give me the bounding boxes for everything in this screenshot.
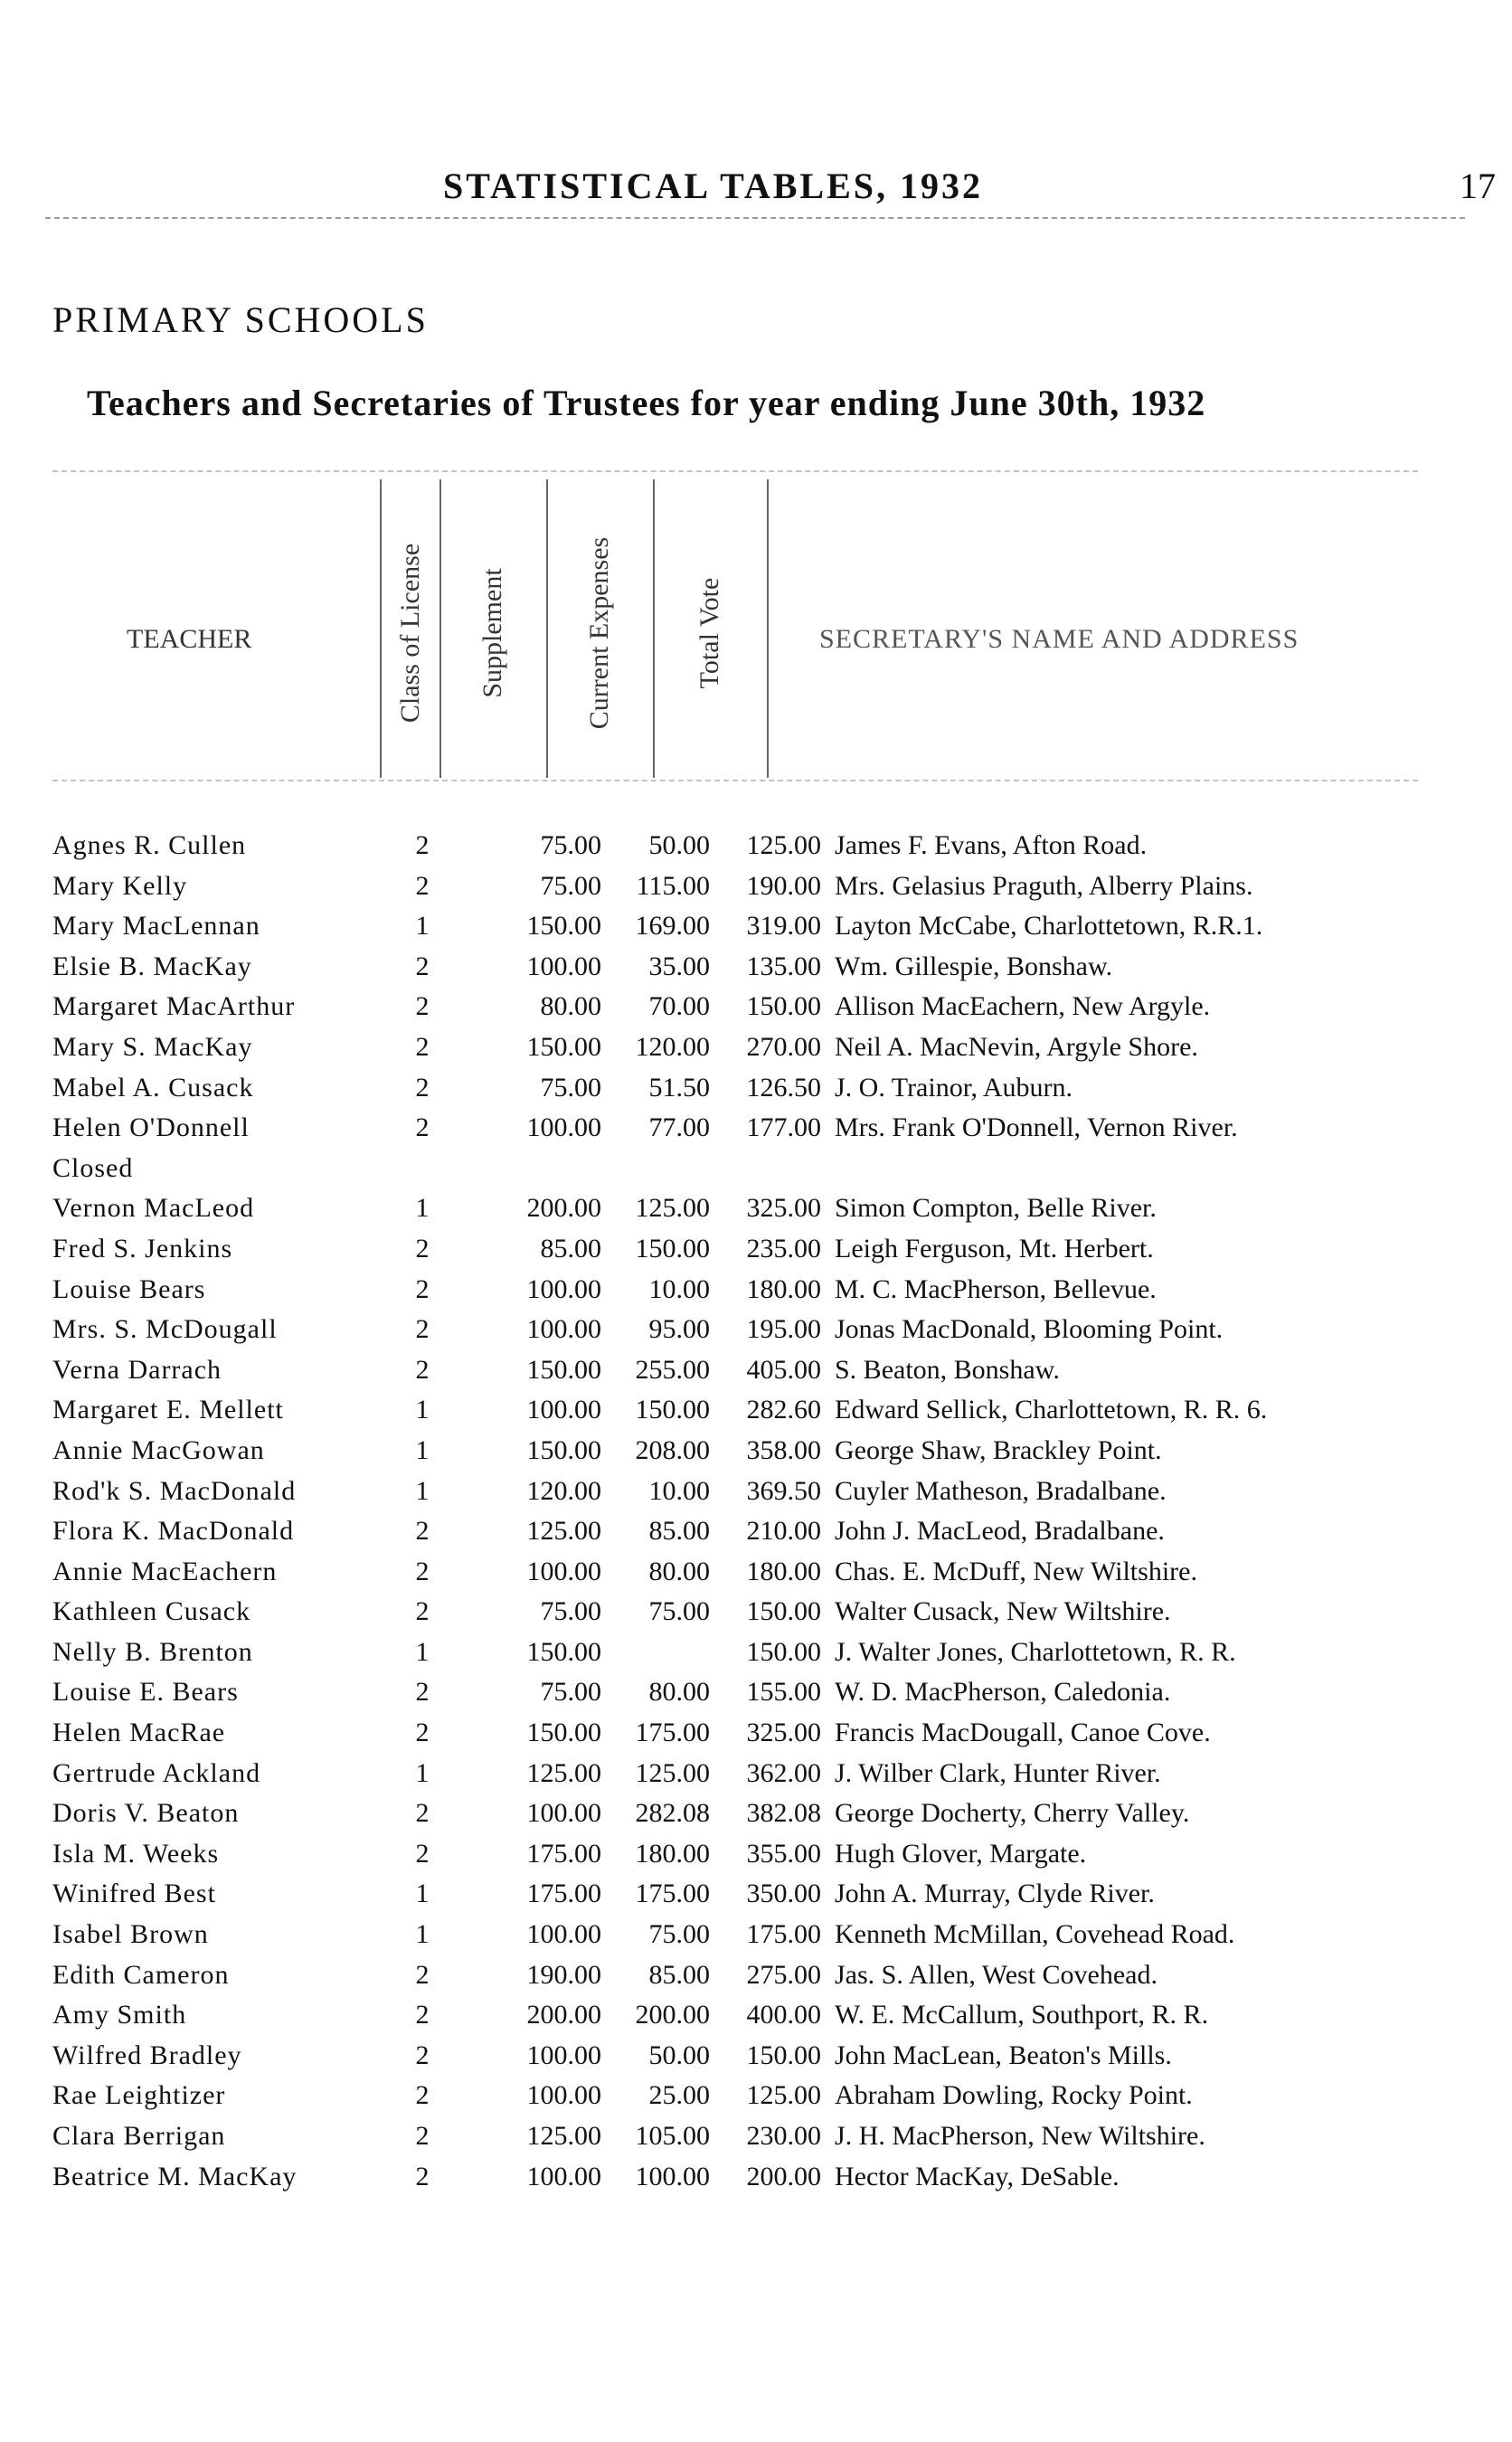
supplement-amount: 75.00 [540, 1596, 601, 1627]
current-expenses-amount: 105.00 [635, 2121, 710, 2151]
page-number: 17 [1460, 166, 1496, 206]
teacher-name: Nelly B. Brenton [52, 1636, 253, 1667]
current-expenses-amount: 282.08 [635, 1798, 710, 1829]
table-row [52, 1758, 1481, 1799]
current-expenses-amount: 255.00 [635, 1354, 710, 1385]
teacher-name: Rae Leightizer [52, 2080, 226, 2111]
total-vote-amount: 155.00 [746, 1677, 821, 1708]
teacher-name: Mrs. S. McDougall [52, 1314, 278, 1345]
current-expenses-amount: 75.00 [648, 1596, 710, 1627]
supplement-amount: 80.00 [540, 991, 601, 1022]
current-expenses-amount: 180.00 [635, 1838, 710, 1869]
teacher-name: Verna Darrach [52, 1354, 222, 1385]
current-expenses-amount: 50.00 [648, 2040, 710, 2070]
table-subtitle: Teachers and Secretaries of Trustees for year ending June 30th, 1932 [87, 383, 1206, 423]
class-of-license: 2 [415, 1677, 430, 1708]
class-of-license: 1 [415, 1757, 430, 1788]
class-of-license: 2 [415, 1959, 430, 1990]
table-row [52, 2121, 1481, 2162]
supplement-amount: 100.00 [526, 2080, 601, 2111]
secretary-name-address: John A. Murray, Clyde River. [835, 1879, 1155, 1909]
total-vote-amount: 180.00 [746, 1556, 821, 1586]
class-of-license: 1 [415, 1193, 430, 1224]
secretary-name-address: Leigh Ferguson, Mt. Herbert. [835, 1233, 1154, 1264]
table-row [52, 1274, 1481, 1315]
total-vote-amount: 358.00 [746, 1434, 821, 1465]
teacher-name: Flora K. MacDonald [52, 1516, 295, 1547]
table-row [52, 1073, 1481, 1113]
table-body [52, 830, 1481, 2201]
current-expenses-amount: 77.00 [648, 1112, 710, 1143]
teacher-name: Mary S. MacKay [52, 1031, 253, 1062]
total-vote-amount: 125.00 [746, 2080, 821, 2111]
total-vote-amount: 126.50 [746, 1072, 821, 1103]
teacher-name: Agnes R. Cullen [52, 830, 247, 860]
table-row [52, 1153, 1481, 1194]
current-expenses-amount: 85.00 [648, 1516, 710, 1547]
supplement-amount: 125.00 [526, 1757, 601, 1788]
section-title: PRIMARY SCHOOLS [52, 299, 429, 340]
column-divider [439, 479, 441, 778]
class-of-license: 1 [415, 1919, 430, 1950]
class-of-license: 2 [415, 1516, 430, 1547]
current-expenses-amount: 25.00 [648, 2080, 710, 2111]
secretary-name-address: Mrs. Frank O'Donnell, Vernon River. [835, 1112, 1238, 1143]
secretary-name-address: Allison MacEachern, New Argyle. [835, 991, 1211, 1022]
supplement-amount: 100.00 [526, 1919, 601, 1950]
class-of-license: 2 [415, 1596, 430, 1627]
table-row [52, 1596, 1481, 1637]
teacher-name: Louise E. Bears [52, 1677, 239, 1708]
current-expenses-amount: 80.00 [648, 1556, 710, 1586]
table-row [52, 911, 1481, 951]
current-expenses-amount: 85.00 [648, 1959, 710, 1990]
supplement-amount: 150.00 [526, 1636, 601, 1667]
teacher-name: Edith Cameron [52, 1959, 230, 1990]
secretary-name-address: J. Wilber Clark, Hunter River. [835, 1757, 1161, 1788]
secretary-name-address: Jas. S. Allen, West Covehead. [835, 1959, 1158, 1990]
supplement-amount: 100.00 [526, 1798, 601, 1829]
total-vote-amount: 350.00 [746, 1879, 821, 1909]
supplement-amount: 150.00 [526, 1031, 601, 1062]
current-expenses-amount: 95.00 [648, 1314, 710, 1345]
current-expenses-amount: 125.00 [635, 1757, 710, 1788]
current-expenses-amount: 125.00 [635, 1193, 710, 1224]
supplement-amount: 85.00 [540, 1233, 601, 1264]
current-expenses-amount: 175.00 [635, 1879, 710, 1909]
teacher-name: Vernon MacLeod [52, 1193, 255, 1224]
teacher-name: Doris V. Beaton [52, 1798, 240, 1829]
class-of-license: 1 [415, 1636, 430, 1667]
secretary-name-address: Abraham Dowling, Rocky Point. [835, 2080, 1193, 2111]
class-of-license: 2 [415, 1072, 430, 1103]
supplement-amount: 150.00 [526, 1718, 601, 1748]
class-of-license: 2 [415, 1838, 430, 1869]
total-vote-amount: 150.00 [746, 991, 821, 1022]
table-header-rule [52, 780, 1418, 781]
column-header-total-vote-text: Total Vote [695, 577, 724, 689]
running-head: STATISTICAL TABLES, 1932 [443, 166, 984, 206]
teacher-name: Mary Kelly [52, 870, 188, 901]
class-of-license: 1 [415, 1879, 430, 1909]
total-vote-amount: 235.00 [746, 1233, 821, 1264]
table-row [52, 1960, 1481, 2001]
secretary-name-address: Simon Compton, Belle River. [835, 1193, 1157, 1224]
total-vote-amount: 135.00 [746, 951, 821, 981]
secretary-name-address: Hugh Glover, Margate. [835, 1838, 1087, 1869]
teacher-name: Gertrude Ackland [52, 1757, 261, 1788]
total-vote-amount: 362.00 [746, 1757, 821, 1788]
supplement-amount: 100.00 [526, 2161, 601, 2191]
class-of-license: 2 [415, 1314, 430, 1345]
current-expenses-amount: 169.00 [635, 911, 710, 942]
table-row [52, 1193, 1481, 1234]
header-rule [45, 217, 1465, 219]
teacher-name: Rod'k S. MacDonald [52, 1475, 297, 1506]
teacher-name: Margaret E. Mellett [52, 1395, 284, 1425]
supplement-amount: 175.00 [526, 1838, 601, 1869]
table-row [52, 1032, 1481, 1073]
total-vote-amount: 195.00 [746, 1314, 821, 1345]
supplement-amount: 75.00 [540, 830, 601, 860]
supplement-amount: 150.00 [526, 911, 601, 942]
teacher-name: Annie MacEachern [52, 1556, 278, 1586]
total-vote-amount: 405.00 [746, 1354, 821, 1385]
secretary-name-address: Kenneth McMillan, Covehead Road. [835, 1919, 1235, 1950]
secretary-name-address: Mrs. Gelasius Praguth, Alberry Plains. [835, 870, 1253, 901]
table-row [52, 1637, 1481, 1678]
total-vote-amount: 325.00 [746, 1193, 821, 1224]
class-of-license: 1 [415, 1475, 430, 1506]
current-expenses-amount: 35.00 [648, 951, 710, 981]
current-expenses-amount: 115.00 [636, 870, 710, 901]
table-row [52, 1395, 1481, 1435]
teacher-name: Closed [52, 1152, 134, 1183]
table-row [52, 1879, 1481, 1919]
supplement-amount: 100.00 [526, 2040, 601, 2070]
table-row [52, 2080, 1481, 2121]
column-header-total-vote [683, 488, 737, 778]
secretary-name-address: M. C. MacPherson, Bellevue. [835, 1273, 1157, 1304]
total-vote-amount: 210.00 [746, 1516, 821, 1547]
class-of-license: 2 [415, 2161, 430, 2191]
teacher-name: Elsie B. MacKay [52, 951, 252, 981]
current-expenses-amount: 208.00 [635, 1434, 710, 1465]
class-of-license: 2 [415, 2000, 430, 2030]
secretary-name-address: J. Walter Jones, Charlottetown, R. R. [835, 1636, 1236, 1667]
total-vote-amount: 190.00 [746, 870, 821, 901]
current-expenses-amount: 175.00 [635, 1718, 710, 1748]
current-expenses-amount: 200.00 [635, 2000, 710, 2030]
column-header-teacher: TEACHER [127, 624, 252, 654]
supplement-amount: 100.00 [526, 1314, 601, 1345]
supplement-amount: 75.00 [540, 870, 601, 901]
supplement-amount: 100.00 [526, 1273, 601, 1304]
secretary-name-address: George Shaw, Brackley Point. [835, 1434, 1162, 1465]
total-vote-amount: 275.00 [746, 1959, 821, 1990]
current-expenses-amount: 10.00 [648, 1273, 710, 1304]
total-vote-amount: 150.00 [746, 1596, 821, 1627]
total-vote-amount: 382.08 [746, 1798, 821, 1829]
teacher-name: Helen O'Donnell [52, 1112, 250, 1143]
table-row [52, 2000, 1481, 2040]
table-row [52, 951, 1481, 992]
total-vote-amount: 270.00 [746, 1031, 821, 1062]
supplement-amount: 100.00 [526, 951, 601, 981]
class-of-license: 2 [415, 2080, 430, 2111]
supplement-amount: 100.00 [526, 1556, 601, 1586]
current-expenses-amount: 50.00 [648, 830, 710, 860]
teacher-name: Helen MacRae [52, 1718, 226, 1748]
column-header-current-expenses [572, 488, 627, 778]
column-header-supplement-text: Supplement [477, 568, 507, 698]
secretary-name-address: Layton McCabe, Charlottetown, R.R.1. [835, 911, 1263, 942]
total-vote-amount: 150.00 [746, 1636, 821, 1667]
total-vote-amount: 175.00 [746, 1919, 821, 1950]
table-row [52, 1677, 1481, 1718]
table-row [52, 830, 1481, 871]
column-divider [653, 479, 655, 778]
secretary-name-address: Jonas MacDonald, Blooming Point. [835, 1314, 1224, 1345]
class-of-license: 2 [415, 870, 430, 901]
supplement-amount: 190.00 [526, 1959, 601, 1990]
column-header-class-of-license [383, 488, 438, 778]
teacher-name: Louise Bears [52, 1273, 206, 1304]
supplement-amount: 120.00 [526, 1475, 601, 1506]
secretary-name-address: John J. MacLeod, Bradalbane. [835, 1516, 1165, 1547]
total-vote-amount: 319.00 [746, 911, 821, 942]
current-expenses-amount: 120.00 [635, 1031, 710, 1062]
supplement-amount: 150.00 [526, 1354, 601, 1385]
class-of-license: 1 [415, 1434, 430, 1465]
table-row [52, 1718, 1481, 1758]
secretary-name-address: S. Beaton, Bonshaw. [835, 1354, 1060, 1385]
supplement-amount: 200.00 [526, 1193, 601, 1224]
secretary-name-address: James F. Evans, Afton Road. [835, 830, 1148, 860]
table-row [52, 1476, 1481, 1517]
class-of-license: 2 [415, 1556, 430, 1586]
class-of-license: 1 [415, 911, 430, 942]
total-vote-amount: 230.00 [746, 2121, 821, 2151]
table-top-rule [52, 470, 1418, 472]
teacher-name: Wilfred Bradley [52, 2040, 242, 2070]
secretary-name-address: Cuyler Matheson, Bradalbane. [835, 1475, 1167, 1506]
total-vote-amount: 150.00 [746, 2040, 821, 2070]
total-vote-amount: 125.00 [746, 830, 821, 860]
supplement-amount: 150.00 [526, 1434, 601, 1465]
current-expenses-amount: 10.00 [648, 1475, 710, 1506]
class-of-license: 2 [415, 1233, 430, 1264]
current-expenses-amount: 70.00 [648, 991, 710, 1022]
total-vote-amount: 355.00 [746, 1838, 821, 1869]
column-header-class-of-license-text: Class of License [395, 543, 425, 724]
total-vote-amount: 369.50 [746, 1475, 821, 1506]
class-of-license: 2 [415, 1354, 430, 1385]
table-row [52, 1435, 1481, 1476]
current-expenses-amount: 75.00 [648, 1919, 710, 1950]
table-row [52, 2040, 1481, 2081]
column-header-secretary: SECRETARY'S NAME AND ADDRESS [819, 624, 1299, 654]
teacher-name: Beatrice M. MacKay [52, 2161, 298, 2191]
table-row [52, 1839, 1481, 1879]
teacher-name: Amy Smith [52, 2000, 187, 2030]
supplement-amount: 75.00 [540, 1677, 601, 1708]
secretary-name-address: Edward Sellick, Charlottetown, R. R. 6. [835, 1395, 1268, 1425]
current-expenses-amount: 80.00 [648, 1677, 710, 1708]
table-row [52, 871, 1481, 912]
current-expenses-amount: 51.50 [648, 1072, 710, 1103]
supplement-amount: 125.00 [526, 2121, 601, 2151]
teacher-name: Mabel A. Cusack [52, 1072, 254, 1103]
teacher-name: Winifred Best [52, 1879, 216, 1909]
total-vote-amount: 200.00 [746, 2161, 821, 2191]
secretary-name-address: Walter Cusack, New Wiltshire. [835, 1596, 1171, 1627]
table-row [52, 991, 1481, 1032]
current-expenses-amount: 150.00 [635, 1395, 710, 1425]
table-row [52, 1557, 1481, 1597]
class-of-license: 2 [415, 1718, 430, 1748]
class-of-license: 2 [415, 2121, 430, 2151]
column-header-supplement [466, 488, 520, 778]
class-of-license: 2 [415, 1031, 430, 1062]
supplement-amount: 100.00 [526, 1395, 601, 1425]
supplement-amount: 125.00 [526, 1516, 601, 1547]
table-row [52, 2162, 1481, 2202]
teacher-name: Margaret MacArthur [52, 991, 296, 1022]
teacher-name: Kathleen Cusack [52, 1596, 251, 1627]
secretary-name-address: George Docherty, Cherry Valley. [835, 1798, 1190, 1829]
secretary-name-address: Hector MacKay, DeSable. [835, 2161, 1120, 2191]
class-of-license: 2 [415, 951, 430, 981]
teacher-name: Annie MacGowan [52, 1434, 265, 1465]
class-of-license: 2 [415, 1112, 430, 1143]
teacher-name: Clara Berrigan [52, 2121, 226, 2151]
class-of-license: 2 [415, 1273, 430, 1304]
current-expenses-amount: 150.00 [635, 1233, 710, 1264]
teacher-name: Fred S. Jenkins [52, 1233, 233, 1264]
total-vote-amount: 400.00 [746, 2000, 821, 2030]
table-row [52, 1798, 1481, 1839]
table-row [52, 1516, 1481, 1557]
secretary-name-address: J. H. MacPherson, New Wiltshire. [835, 2121, 1205, 2151]
class-of-license: 2 [415, 830, 430, 860]
secretary-name-address: W. D. MacPherson, Caledonia. [835, 1677, 1171, 1708]
column-divider [546, 479, 548, 778]
column-divider [767, 479, 769, 778]
class-of-license: 2 [415, 2040, 430, 2070]
class-of-license: 2 [415, 991, 430, 1022]
total-vote-amount: 282.60 [746, 1395, 821, 1425]
teacher-name: Mary MacLennan [52, 911, 260, 942]
secretary-name-address: John MacLean, Beaton's Mills. [835, 2040, 1172, 2070]
table-row [52, 1314, 1481, 1355]
supplement-amount: 175.00 [526, 1879, 601, 1909]
class-of-license: 1 [415, 1395, 430, 1425]
teacher-name: Isla M. Weeks [52, 1838, 220, 1869]
supplement-amount: 100.00 [526, 1112, 601, 1143]
table-row [52, 1919, 1481, 1960]
secretary-name-address: W. E. McCallum, Southport, R. R. [835, 2000, 1209, 2030]
secretary-name-address: Chas. E. McDuff, New Wiltshire. [835, 1556, 1197, 1586]
table-row [52, 1355, 1481, 1396]
supplement-amount: 200.00 [526, 2000, 601, 2030]
current-expenses-amount: 100.00 [635, 2161, 710, 2191]
column-divider [380, 479, 382, 778]
secretary-name-address: Francis MacDougall, Canoe Cove. [835, 1718, 1211, 1748]
supplement-amount: 75.00 [540, 1072, 601, 1103]
teacher-name: Isabel Brown [52, 1919, 209, 1950]
column-header-current-expenses-text: Current Expenses [584, 536, 614, 730]
total-vote-amount: 180.00 [746, 1273, 821, 1304]
total-vote-amount: 177.00 [746, 1112, 821, 1143]
secretary-name-address: Neil A. MacNevin, Argyle Shore. [835, 1031, 1198, 1062]
secretary-name-address: Wm. Gillespie, Bonshaw. [835, 951, 1113, 981]
total-vote-amount: 325.00 [746, 1718, 821, 1748]
table-row [52, 1234, 1481, 1274]
secretary-name-address: J. O. Trainor, Auburn. [835, 1072, 1073, 1103]
table-row [52, 1112, 1481, 1153]
class-of-license: 2 [415, 1798, 430, 1829]
